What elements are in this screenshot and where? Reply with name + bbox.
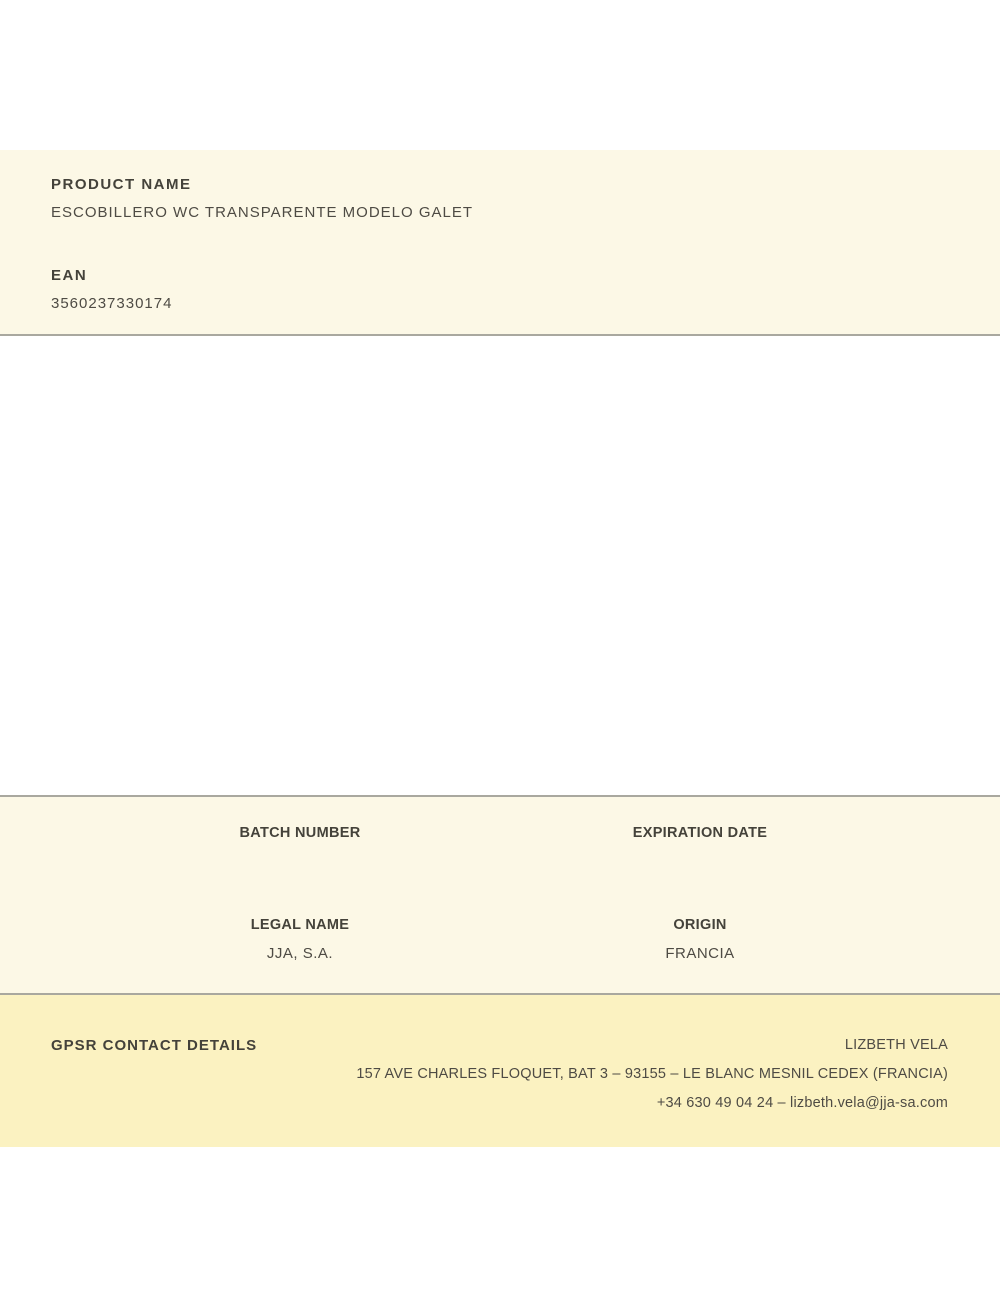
product-name-label: PRODUCT NAME (51, 176, 192, 193)
batch-number-field (100, 824, 500, 916)
legal-name-label: LEGAL NAME (250, 917, 350, 933)
batch-origin-grid (100, 824, 900, 963)
gpsr-contact-label: GPSR CONTACT DETAILS (51, 1037, 258, 1054)
origin-field (500, 916, 900, 963)
gpsr-contact-lines (257, 1031, 948, 1118)
origin-value: FRANCIA (665, 945, 735, 962)
ean-value: 3560237330174 (51, 295, 173, 312)
batch-number-label: BATCH NUMBER (239, 825, 361, 841)
legal-name-field (100, 916, 500, 963)
ean-label: EAN (51, 267, 88, 284)
product-name-field (51, 175, 949, 222)
product-section (0, 150, 1000, 336)
expiration-date-field (500, 824, 900, 916)
ean-field (51, 266, 949, 313)
batch-origin-section (0, 795, 1000, 995)
gpsr-contact-phone-email: +34 630 49 04 24 – lizbeth.vela@jja-sa.com (656, 1095, 948, 1111)
gpsr-contact-row (51, 1031, 948, 1118)
expiration-date-label: EXPIRATION DATE (632, 825, 768, 841)
gpsr-contact-name: LIZBETH VELA (844, 1037, 948, 1053)
product-name-value: ESCOBILLERO WC TRANSPARENTE MODELO GALET (51, 204, 474, 221)
gpsr-contact-address: 157 AVE CHARLES FLOQUET, BAT 3 – 93155 – LE BLANC MESNIL CEDEX (FRANCIA) (356, 1066, 948, 1082)
gpsr-contact-section (0, 995, 1000, 1147)
origin-label: ORIGIN (673, 917, 727, 933)
legal-name-value: JJA, S.A. (266, 945, 334, 962)
